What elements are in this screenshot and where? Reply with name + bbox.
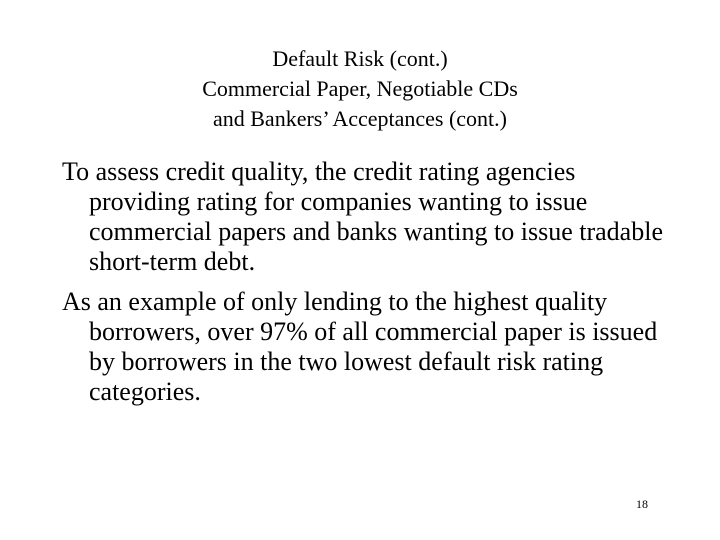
title-line-1: Default Risk (cont.): [272, 46, 448, 71]
title-line-3: and Bankers’ Acceptances (cont.): [212, 106, 507, 131]
page-number: 18: [636, 497, 648, 511]
body-paragraph-example: As an example of only lending to the highest quality borrowers, over 97% of all commercial paper is issued by borrowers in the two lowest default risk rating categories.: [62, 287, 658, 406]
slide-title: [60, 44, 660, 134]
body-paragraph-credit-quality: To assess credit quality, the credit rating agencies providing rating for companies wanting to issue commercial papers and banks wanting to issue tradable short-term debt.: [62, 157, 663, 276]
title-line-2: Commercial Paper, Negotiable CDs: [202, 76, 518, 101]
slide-body: [62, 157, 672, 417]
